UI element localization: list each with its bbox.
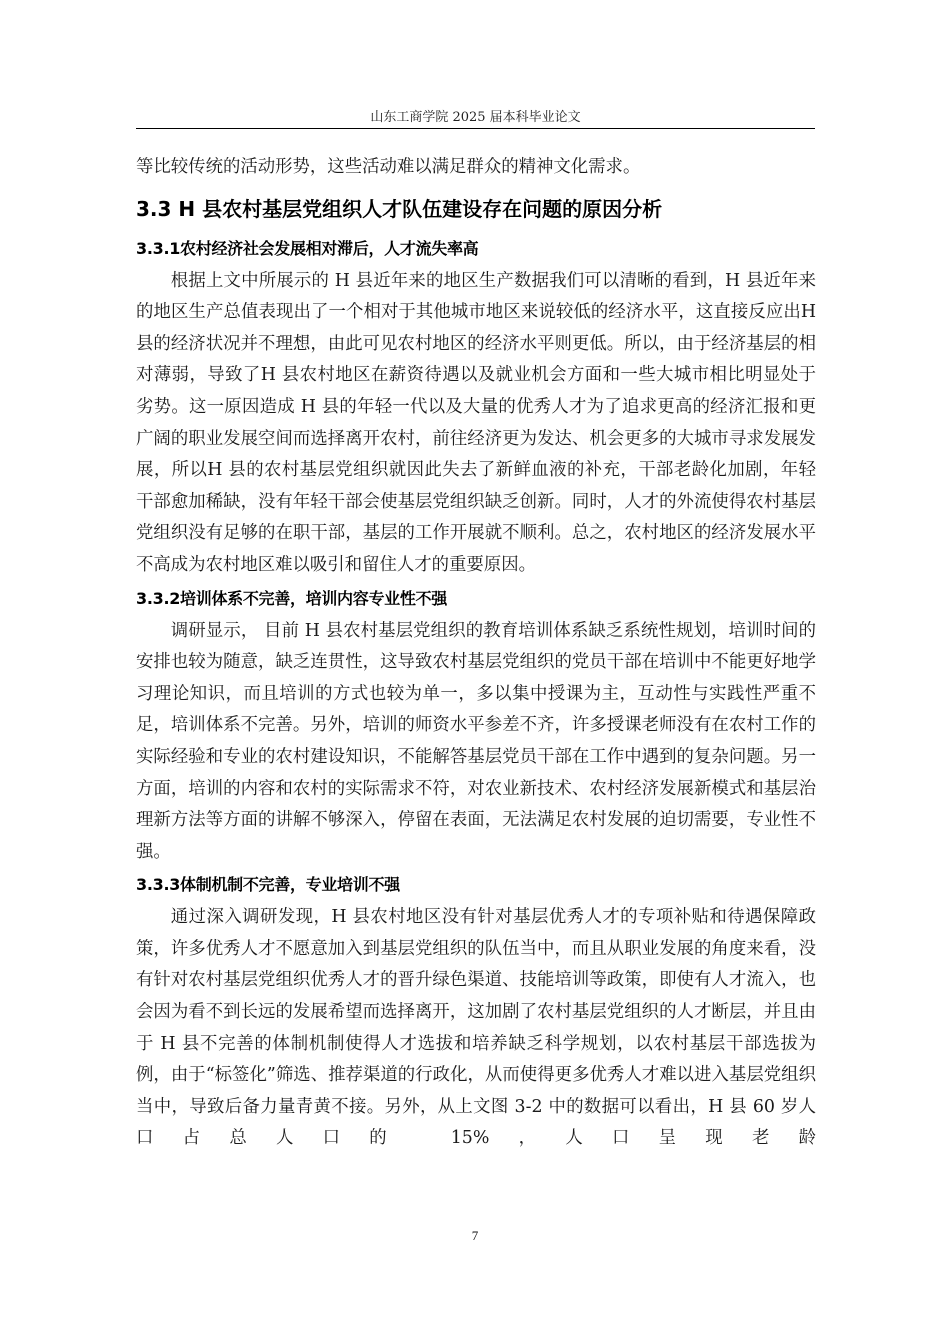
paragraph-331: 根据上文中所展示的 H 县近年来的地区生产数据我们可以清晰的看到，H 县近年来的地区生产总值表现出了一个相对于其他城市地区来说较低的经济水平，这直接反应出H 县的经济状况并不理想，由此可见农村地区的经济水平则更低。所以，由于经济基层的相对薄弱，导致了H 县农村地区在薪资待遇以及就业机会方面和一些大城市相比明显处于劣势。这一原因造成 H 县的年轻一代以及大量的优秀人才为了追求更高的经济汇报和更广阔的职业发展空间而选择离开农村，前往经济更为发达、机会更多的大城市寻求发展发展，所以H 县的农村基层党组织就因此失去了新鲜血液的补充，干部老龄化加剧，年轻干部愈加稀缺，没有年轻干部会使基层党组织缺乏创新。同时，人才的外流使得农村基层党组织没有足够的在职干部，基层的工作开展就不顺利。总之，农村地区的经济发展水平不高成为农村地区难以吸引和留住人才的重要原因。 bbox=[136, 270, 816, 575]
paragraph-332: 调研显示， 目前 H 县农村基层党组织的教育培训体系缺乏系统性规划，培训时间的安排也较为随意，缺乏连贯性，这导致农村基层党组织的党员干部在培训中不能更好地学习理论知识，而且培训的方式也较为单一，多以集中授课为主，互动性与实践性严重不足，培训体系不完善。另外，培训的师资水平参差不齐，许多授课老师没有在农村工作的实际经验和专业的农村建设知识，不能解答基层党员干部在工作中遇到的复杂问题。另一方面，培训的内容和农村的实际需求不符，对农业新技术、农村经济发展新模式和基层治理新方法等方面的讲解不够深入，停留在表面，无法满足农村发展的迫切需要，专业性不强。 bbox=[136, 620, 816, 862]
document-body bbox=[136, 152, 816, 1155]
section-heading: 3.3 H 县农村基层党组织人才队伍建设存在问题的原因分析 bbox=[136, 196, 663, 221]
subsection-heading-333: 3.3.3体制机制不完善，专业培训不强 bbox=[136, 875, 400, 895]
carryover-paragraph: 等比较传统的活动形势，这些活动难以满足群众的精神文化需求。 bbox=[136, 157, 641, 177]
page-number: 7 bbox=[471, 1228, 479, 1243]
running-header: 山东工商学院 2025 届本科毕业论文 bbox=[370, 110, 581, 125]
paragraph-333: 通过深入调研发现，H 县农村地区没有针对基层优秀人才的专项补贴和待遇保障政策，许多优秀人才不愿意加入到基层党组织的队伍当中，而且从职业发展的角度来看，没有针对农村基层党组织优秀人才的晋升绿色渠道、技能培训等政策，即使有人才流入，也会因为看不到长远的发展希望而选择离开，这加剧了农村基层党组织的人才断层，并且由于 H 县不完善的体制机制使得人才选拔和培养缺乏科学规划，以农村基层干部选拔为例，由于“标签化”筛选、推荐渠道的行政化，从而使得更多优秀人才难以进入基层党组织当中，导致后备力量青黄不接。另外，从上文图 3-2 中的数据可以看出，H 县 60 岁人口占总人口的 15%，人口呈现老龄 bbox=[136, 907, 816, 1149]
header-rule bbox=[136, 128, 815, 129]
subsection-heading-332: 3.3.2培训体系不完善，培训内容专业性不强 bbox=[136, 588, 447, 608]
subsection-heading-331: 3.3.1农村经济社会发展相对滞后，人才流失率高 bbox=[136, 238, 479, 258]
